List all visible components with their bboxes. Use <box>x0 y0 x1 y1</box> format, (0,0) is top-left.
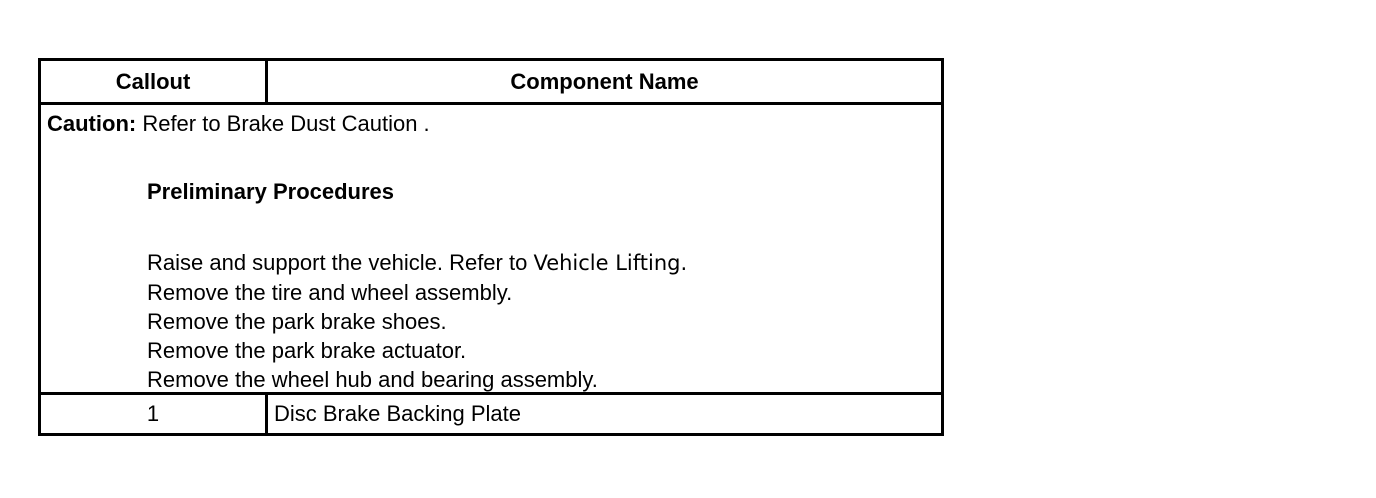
procedure-table <box>38 58 944 436</box>
procedure-body-row <box>41 105 941 395</box>
header-component-name: Component Name <box>510 68 699 94</box>
preliminary-steps-list <box>147 248 687 394</box>
step-item: Remove the park brake shoes. <box>147 309 447 334</box>
caution-note <box>47 111 430 137</box>
step-text: Raise and support the vehicle. Refer to <box>147 250 534 275</box>
step-item: Remove the park brake actuator. <box>147 338 467 363</box>
caution-label: Caution: <box>47 111 137 136</box>
row-component-name: Disc Brake Backing Plate <box>274 401 521 426</box>
table-row <box>41 395 941 433</box>
preliminary-procedures-title: Preliminary Procedures <box>147 179 395 204</box>
table-header-row <box>41 61 941 105</box>
step-item <box>147 248 687 278</box>
step-item: Remove the tire and wheel assembly. <box>147 280 513 305</box>
row-callout-number: 1 <box>41 395 268 433</box>
header-callout: Callout <box>41 61 268 102</box>
step-item: Remove the wheel hub and bearing assembly. <box>147 367 598 392</box>
vehicle-lifting-link[interactable]: Vehicle Lifting. <box>533 251 688 275</box>
caution-text: Refer to Brake Dust Caution . <box>136 111 430 136</box>
